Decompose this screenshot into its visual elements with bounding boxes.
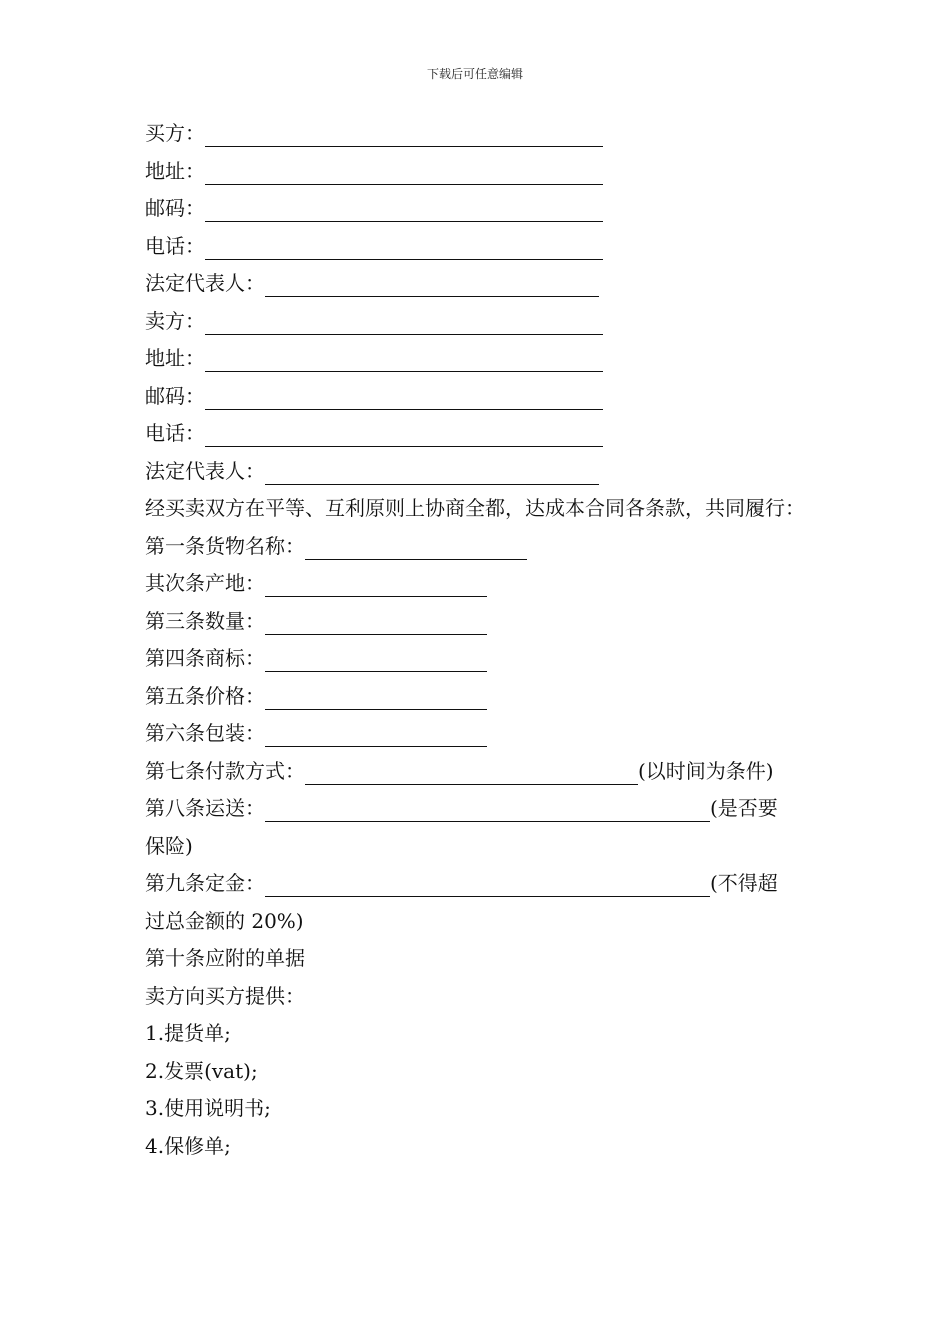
clause-7-note: (以时间为条件) [638, 758, 774, 783]
seller-name-row [145, 303, 810, 341]
clause-2-blank[interactable] [265, 576, 487, 597]
clause-4-row [145, 640, 810, 678]
buyer-address-row [145, 153, 810, 191]
clause-8-label: 第八条运送： [145, 796, 265, 820]
buyer-phone-blank[interactable] [205, 239, 603, 260]
buyer-name-label: 买方： [145, 121, 205, 145]
clause-8-row [145, 790, 810, 828]
seller-postcode-row [145, 378, 810, 416]
clause-8-blank[interactable] [265, 801, 710, 822]
seller-postcode-blank[interactable] [205, 389, 603, 410]
buyer-address-label: 地址： [145, 158, 205, 183]
buyer-rep-label: 法定代表人： [145, 271, 265, 295]
clause-8-continuation: 保险) [145, 833, 193, 858]
buyer-name-row [145, 115, 810, 153]
page-header: 下载后可任意编辑 [426, 67, 523, 81]
buyer-rep-blank[interactable] [265, 276, 599, 297]
clause-8-note: (是否要 [710, 796, 778, 820]
seller-phone-blank[interactable] [205, 426, 603, 447]
clause-2-row [145, 565, 810, 603]
clause-10-heading: 第十条应附的单据 [145, 946, 305, 970]
buyer-address-blank[interactable] [205, 164, 603, 185]
seller-address-row [145, 340, 810, 378]
clause-1-label: 第一条货物名称： [145, 533, 305, 558]
clause-5-blank[interactable] [265, 689, 487, 710]
seller-name-blank[interactable] [205, 314, 603, 335]
clause-5-row [145, 678, 810, 716]
clause-1-row [145, 528, 810, 566]
contract-body [145, 115, 810, 1165]
clause-9-note: (不得超 [710, 871, 778, 895]
clause-3-row [145, 603, 810, 641]
buyer-rep-row [145, 265, 810, 303]
buyer-phone-row [145, 228, 810, 266]
buyer-postcode-row [145, 190, 810, 228]
clause-9-blank[interactable] [265, 876, 710, 897]
clause-6-label: 第六条包装： [145, 721, 265, 745]
clause-6-row [145, 715, 810, 753]
seller-name-label: 卖方： [145, 308, 205, 333]
document-item-1: 1.提货单; [145, 1021, 231, 1045]
clause-9-row [145, 865, 810, 903]
seller-phone-row [145, 415, 810, 453]
seller-address-blank[interactable] [205, 351, 603, 372]
seller-rep-blank[interactable] [265, 464, 599, 485]
document-item-3: 3.使用说明书; [145, 1096, 271, 1120]
clause-9-label: 第九条定金： [145, 871, 265, 895]
clause-7-label: 第七条付款方式： [145, 758, 305, 783]
clause-7-row [145, 753, 810, 791]
clause-9-continuation: 过总金额的 20%) [145, 908, 304, 933]
document-item-4: 4.保修单; [145, 1133, 231, 1158]
buyer-postcode-label: 邮码： [145, 196, 205, 220]
clause-7-blank[interactable] [305, 764, 638, 785]
clause-6-blank[interactable] [265, 726, 487, 747]
seller-postcode-label: 邮码： [145, 383, 205, 408]
clause-3-label: 第三条数量： [145, 608, 265, 633]
clause-4-label: 第四条商标： [145, 646, 265, 670]
intro-paragraph: 经买卖双方在平等、互利原则上协商全都，达成本合同各条款，共同履行： [145, 496, 805, 520]
document-item-2: 2.发票(vat); [145, 1058, 258, 1083]
clause-2-label: 其次条产地： [145, 571, 265, 595]
seller-phone-label: 电话： [145, 421, 205, 445]
seller-rep-label: 法定代表人： [145, 458, 265, 483]
clause-3-blank[interactable] [265, 614, 487, 635]
buyer-postcode-blank[interactable] [205, 201, 603, 222]
seller-address-label: 地址： [145, 346, 205, 370]
clause-1-blank[interactable] [305, 539, 527, 560]
buyer-phone-label: 电话： [145, 233, 205, 258]
seller-rep-row [145, 453, 810, 491]
documents-intro: 卖方向买方提供： [145, 983, 305, 1008]
clause-5-label: 第五条价格： [145, 683, 265, 708]
clause-4-blank[interactable] [265, 651, 487, 672]
buyer-name-blank[interactable] [205, 126, 603, 147]
